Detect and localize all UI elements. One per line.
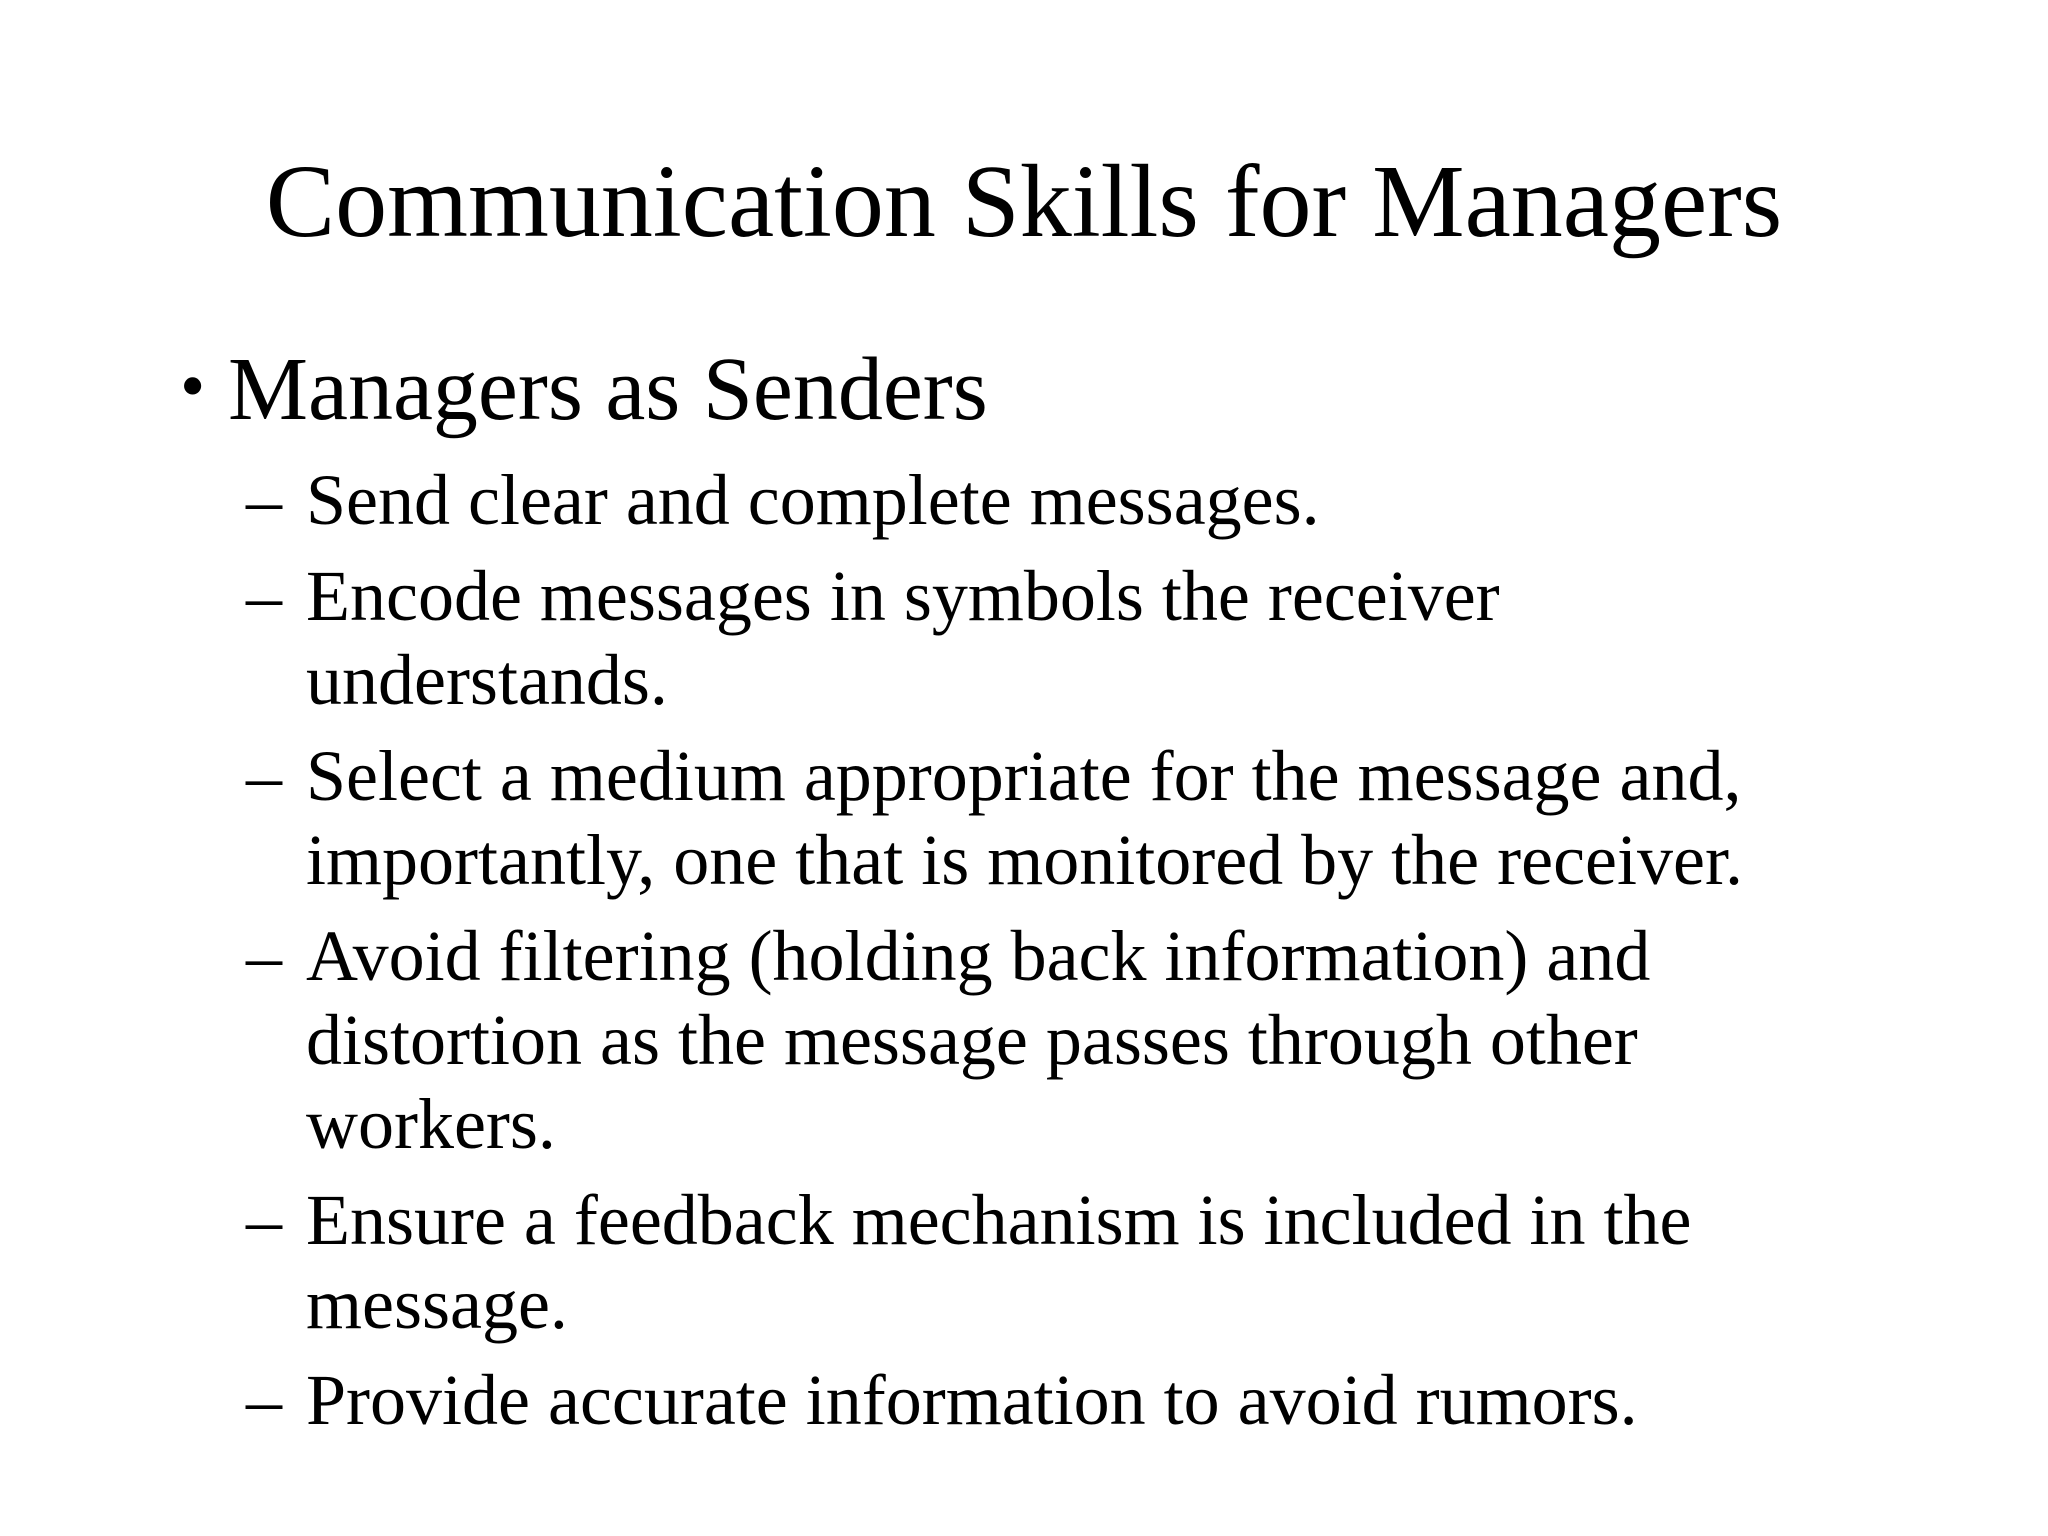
sub-bullet-dash: – <box>246 736 282 816</box>
sub-bullet-item <box>246 1358 1846 1442</box>
sub-bullet-text: Select a medium appropriate for the message and, importantly, one that is monitored by the receiver. <box>306 736 1743 900</box>
sub-bullet-text: Provide accurate information to avoid rumors. <box>306 1360 1638 1440</box>
bullet-marker: • <box>180 346 206 426</box>
sub-bullet-dash: – <box>246 1360 282 1440</box>
sub-bullet-text: Ensure a feedback mechanism is included in the message. <box>306 1180 1692 1344</box>
sub-bullet-item <box>246 554 1626 722</box>
sub-bullet-dash: – <box>246 556 282 636</box>
sub-bullet-text: Encode messages in symbols the receiver understands. <box>306 556 1500 720</box>
sub-bullet-list <box>246 458 1846 1454</box>
sub-bullet-dash: – <box>246 1180 282 1260</box>
sub-bullet-item <box>246 734 1846 902</box>
sub-bullet-item <box>246 914 1826 1166</box>
sub-bullet-dash: – <box>246 460 282 540</box>
sub-bullet-item <box>246 1178 1866 1346</box>
sub-bullet-item <box>246 458 1846 542</box>
sub-bullet-dash: – <box>246 916 282 996</box>
slide-title: Communication Skills for Managers <box>265 144 1783 259</box>
bullet-text: Managers as Senders <box>228 340 988 439</box>
sub-bullet-text: Send clear and complete messages. <box>306 460 1320 540</box>
sub-bullet-text: Avoid filtering (holding back information) and distortion as the message passes through other workers. <box>306 916 1651 1164</box>
